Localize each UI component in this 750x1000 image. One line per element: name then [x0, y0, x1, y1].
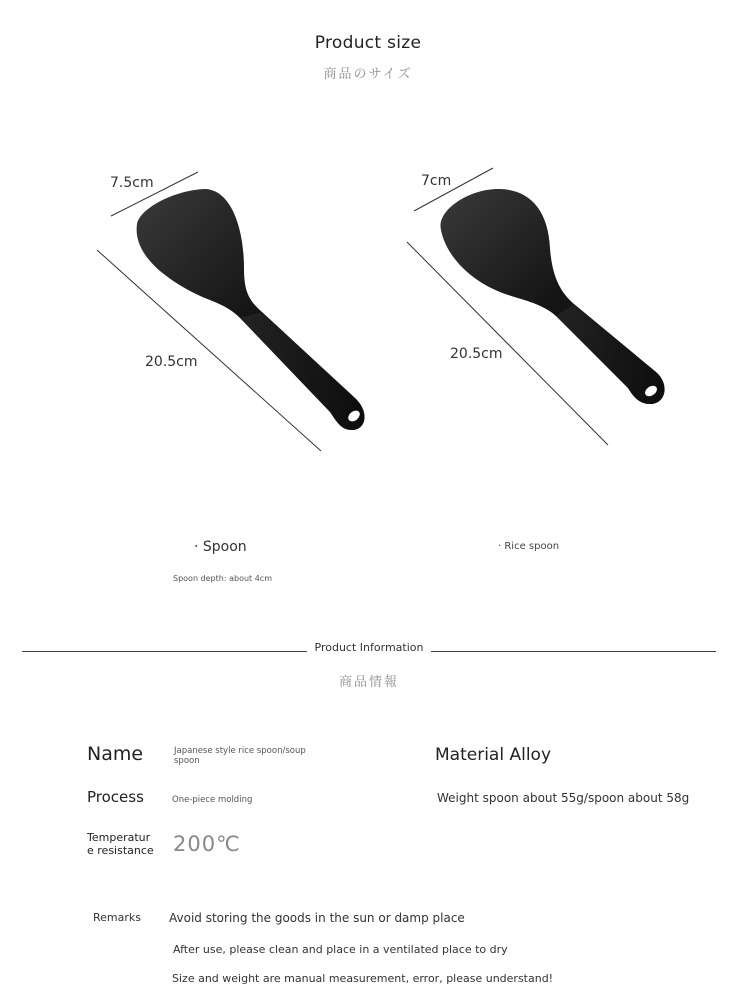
name-label: Name — [87, 743, 144, 765]
remark-line-2: After use, please clean and place in a ventilated place to dry — [173, 943, 508, 956]
spoon-depth-note: Spoon depth: about 4cm — [173, 574, 272, 583]
process-value: One-piece molding — [172, 795, 253, 805]
rice-spoon-length-label: 20.5cm — [450, 346, 503, 362]
divider-right — [431, 651, 716, 652]
rice-spoon-caption: · Rice spoon — [498, 541, 560, 552]
spoon-caption: · Spoon — [194, 539, 247, 555]
remarks-label: Remarks — [93, 911, 141, 924]
temperature-label-line1: Temperatur — [87, 831, 151, 844]
rice-spoon-width-label: 7cm — [421, 173, 452, 189]
weight-value: Weight spoon about 55g/spoon about 58g — [437, 791, 690, 805]
spoon-length-label: 20.5cm — [145, 354, 198, 370]
product-info-subtitle: 商品情報 — [338, 675, 399, 690]
rice-spoon-image — [441, 189, 665, 404]
material-label: Material Alloy — [435, 745, 552, 765]
divider-left — [22, 651, 307, 652]
product-size-illustration — [0, 100, 750, 500]
spoon-width-label: 7.5cm — [110, 175, 154, 191]
name-value-line1: Japanese style rice spoon/soup — [174, 746, 306, 756]
spoon-image — [137, 189, 365, 430]
temperature-label — [87, 831, 154, 857]
process-label: Process — [87, 788, 144, 806]
temperature-value: 200℃ — [173, 832, 241, 856]
name-value-line2: spoon — [174, 756, 200, 766]
product-info-title: Product Information — [314, 641, 424, 654]
name-value — [174, 746, 306, 766]
remark-line-3: Size and weight are manual measurement, error, please understand! — [172, 972, 554, 985]
temperature-label-line2: e resistance — [87, 844, 154, 857]
page-title: Product size — [314, 33, 422, 53]
page-subtitle: 商品のサイズ — [323, 67, 413, 82]
remark-line-1: Avoid storing the goods in the sun or damp place — [169, 911, 465, 925]
